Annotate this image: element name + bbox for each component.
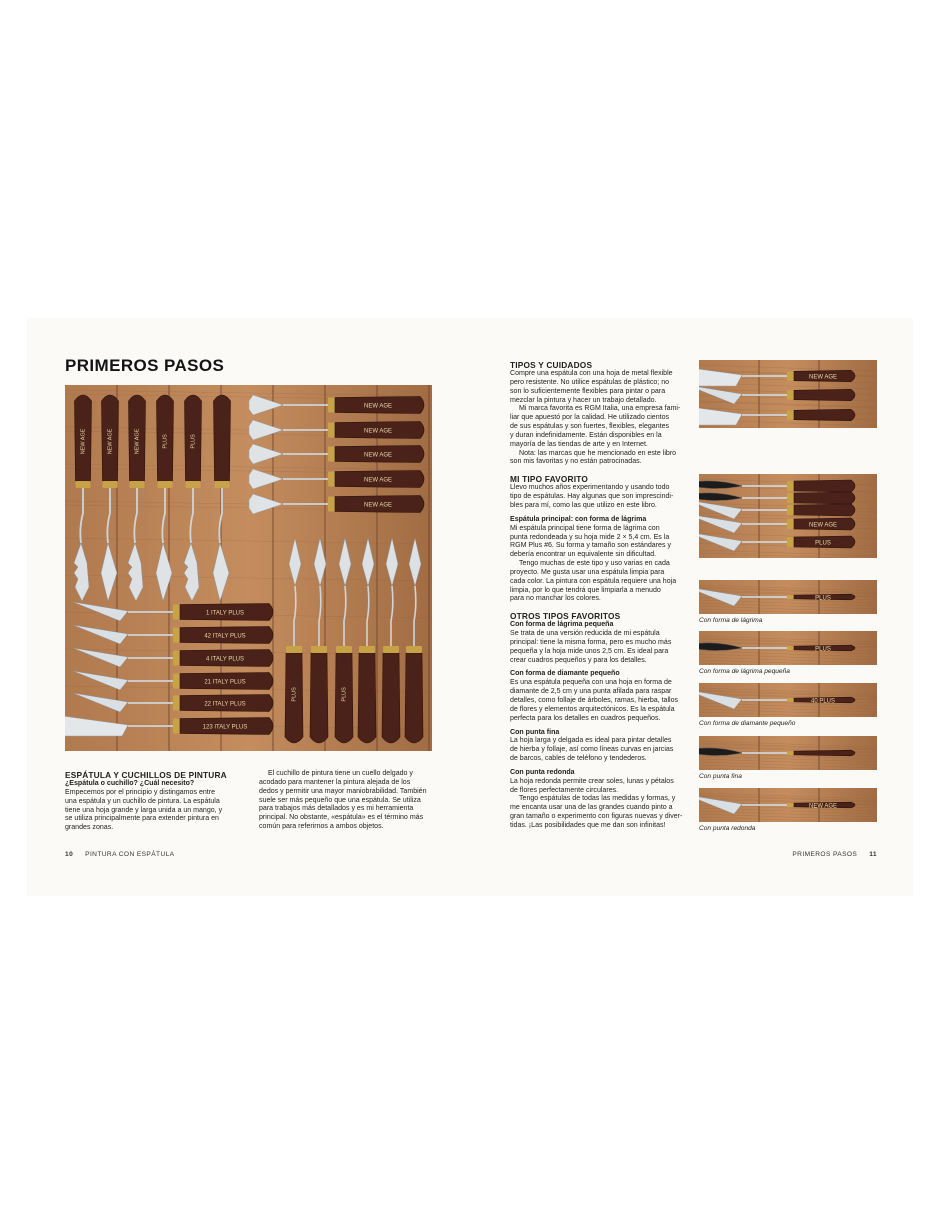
knife-ferrule — [173, 651, 180, 666]
knife-ferrule — [787, 646, 794, 650]
subheading: ¿Espátula o cuchillo? ¿Cuál necesito? — [65, 780, 195, 787]
knife-ferrule — [173, 674, 180, 689]
text-line: para no manchar los colores. — [510, 595, 601, 603]
text-line: Nota: las marcas que he mencionado en este libro — [519, 449, 677, 457]
knife-handle — [358, 653, 376, 743]
photo-caption: Con punta redonda — [699, 825, 756, 832]
text-line: La hoja larga y delgada es ideal para pintar detalles — [510, 737, 672, 745]
knife-ferrule — [76, 481, 91, 488]
knife-ferrule — [158, 481, 173, 488]
knife-ferrule — [787, 481, 794, 491]
page-number: 10 — [65, 851, 74, 858]
text-line: El cuchillo de pintura tiene un cuello delgado y — [268, 770, 413, 777]
text-line: detalles, como follaje de árboles, ramas, hierba, tallos — [510, 697, 679, 704]
text-line: Mi marca favorita es RGM Italia, una empresa fami- — [519, 405, 681, 413]
text-line: Compre una espátula con una hoja de metal flexible — [510, 370, 673, 377]
knife-label: 22 ITALY PLUS — [204, 701, 246, 708]
text-line: de barcos, cables de teléfono y tendederos. — [510, 755, 647, 763]
knife-label: 40 PLUS — [810, 698, 836, 705]
text-line: tidas. ¡Las posibilidades que me dan son infinitas! — [510, 821, 666, 829]
section-heading: ESPÁTULA Y CUCHILLOS DE PINTURA — [65, 770, 227, 780]
knife-label: NEW AGE — [808, 522, 838, 529]
left-footer — [65, 851, 174, 858]
text-line: para trabajos más detallados y es mi herramienta — [259, 805, 414, 813]
knife-label: NEW AGE — [80, 428, 87, 455]
text-line: y duran indefinidamente. Están disponibles en la — [510, 431, 662, 439]
paragraph — [510, 525, 688, 560]
knife-ferrule — [173, 605, 180, 620]
section-heading: TIPOS Y CUIDADOS — [510, 360, 593, 370]
paragraph — [510, 560, 688, 604]
text-line: punta redondeada y su hoja mide 2 × 5,4 cm. Es la — [510, 533, 670, 541]
text-line: Empecemos por el principio y distingamos entre — [65, 788, 216, 796]
photo-caption: Con forma de lágrima — [699, 617, 763, 624]
book-spread — [27, 318, 913, 896]
palette-knives-illustration — [65, 385, 432, 751]
tool-thumbnail-illustration — [699, 788, 877, 822]
paragraph — [510, 370, 688, 405]
knife-ferrule — [787, 698, 794, 702]
knife-handle — [794, 492, 855, 504]
text-line: Llevo muchos años experimentando y usando todo — [510, 484, 670, 492]
knife-label: NEW AGE — [134, 428, 141, 455]
knife-ferrule — [787, 519, 794, 529]
photo-caption: Con forma de lágrima pequeña — [699, 668, 790, 675]
text-line: Mi espátula principal tiene forma de lágrima con — [510, 524, 660, 532]
knife-ferrule — [328, 398, 335, 413]
paragraph — [510, 679, 688, 723]
knife-label: PLUS — [341, 687, 348, 702]
knife-ferrule — [787, 493, 794, 503]
text-line: principal. No obstante, «espátula» es el término más — [259, 814, 424, 822]
knife-label: NEW AGE — [363, 477, 393, 484]
knife-ferrule — [215, 481, 230, 488]
knife-ferrule — [406, 646, 422, 653]
knife-handle — [214, 395, 231, 481]
knife-label: PLUS — [162, 434, 169, 449]
tool-thumbnail-illustration — [699, 360, 877, 428]
text-line: de flores perfectamente circulares. — [510, 786, 619, 794]
knife-ferrule — [173, 719, 180, 734]
text-line: me encanta usar una de las grandes cuando pinto a — [510, 804, 673, 812]
page-number: 11 — [869, 851, 877, 858]
text-line: liar que apuestó por la calidad. He utilizado cientos — [510, 414, 670, 422]
subsection-heading: Con forma de diamante pequeño — [510, 670, 620, 678]
text-line: La hoja redonda permite crear soles, lunas y pétalos — [510, 777, 674, 785]
text-line: una espátula y un cuchillo de pintura. La espátula — [65, 797, 220, 805]
knife-paragraph — [259, 770, 431, 832]
text-line: suele ser más pequeño que una espátula. Se utiliza — [259, 796, 421, 804]
paragraph — [510, 484, 688, 511]
knife-ferrule — [103, 481, 118, 488]
right-footer — [792, 851, 877, 858]
knife-handle — [794, 389, 855, 400]
tool-thumbnail — [699, 788, 877, 822]
knife-handle — [794, 750, 855, 756]
knife-label: NEW AGE — [363, 452, 393, 459]
knife-label: NEW AGE — [107, 428, 114, 455]
subsection-heading: Con forma de lágrima pequeña — [510, 621, 614, 629]
text-line: bles para mí, como las que utilizo en este libro. — [510, 501, 657, 509]
knife-label: PLUS — [815, 540, 831, 547]
text-line: pero resistente. No utilice espátulas de plástico; no — [510, 378, 670, 386]
text-line: proyecto. Me gusta usar una espátula limpia para — [510, 568, 665, 576]
knife-handle — [794, 480, 855, 492]
knife-ferrule — [787, 751, 794, 755]
text-line: limpia, por lo que tendrá que limpiarla a menudo — [510, 586, 661, 594]
text-line: acodado para mantener la pintura alejada de los — [259, 778, 411, 786]
knife-ferrule — [311, 646, 327, 653]
section-heading: MI TIPO FAVORITO — [510, 474, 589, 485]
tool-thumbnail — [699, 631, 877, 665]
paragraph — [510, 450, 688, 468]
text-line: grandes zonas. — [65, 824, 114, 832]
knife-ferrule — [186, 481, 201, 488]
text-line: de sus espátulas y son fuertes, flexibles, elegantes — [510, 423, 670, 431]
knife-ferrule — [787, 371, 794, 380]
knife-label: PLUS — [815, 595, 831, 602]
knife-ferrule — [173, 696, 180, 711]
running-head: PRIMEROS PASOS — [792, 851, 858, 858]
knife-ferrule — [336, 646, 352, 653]
text-line: Tengo muchas de este tipo y uso varias en cada — [519, 560, 670, 568]
text-line: perfecta para los detalles en cuadros pequeños. — [510, 714, 661, 722]
tool-thumbnail-illustration — [699, 474, 877, 558]
knife-ferrule — [787, 410, 794, 419]
text-line: cada color. La pintura con espátula requiere una hoja — [510, 577, 677, 585]
tool-thumbnail-illustration — [699, 683, 877, 717]
subsection-heading: Con punta redonda — [510, 768, 575, 776]
text-line: gran tamaño o experimento con figuras nuevas y diver- — [510, 813, 683, 821]
tool-thumbnail — [699, 580, 877, 614]
knife-ferrule — [328, 497, 335, 512]
text-line: de flores y elementos arquitectónicos. Es la espátula — [510, 705, 675, 713]
subsection-heading: Espátula principal: con forma de lágrima — [510, 515, 647, 523]
palette-knives-photo — [65, 385, 432, 751]
knife-ferrule — [787, 390, 794, 399]
text-line: dedos y permitir una mayor maniobrabilidad. También — [259, 787, 427, 795]
knife-ferrule — [359, 646, 375, 653]
text-line: RGM Plus #6. Su forma y tamaño son estándares y — [510, 542, 671, 550]
knife-ferrule — [130, 481, 145, 488]
paragraph — [510, 795, 688, 830]
tool-thumbnail-illustration — [699, 631, 877, 665]
text-line: Se trata de una versión reducida de mi espátula — [510, 630, 660, 638]
knife-ferrule — [173, 628, 180, 643]
knife-ferrule — [383, 646, 399, 653]
knife-handle — [794, 409, 855, 420]
knife-label: NEW AGE — [808, 374, 838, 381]
knife-ferrule — [286, 646, 302, 653]
knife-ferrule — [328, 472, 335, 487]
text-line: Tengo espátulas de todas las medidas y formas, y — [519, 795, 676, 803]
text-line: tiene una hoja grande y larga unida a un mango, y — [65, 806, 223, 814]
section-heading: OTROS TIPOS FAVORITOS — [510, 611, 621, 622]
knife-label: PLUS — [815, 646, 831, 653]
text-line: mezclar la pintura y hacer un trabajo detallado. — [510, 396, 657, 404]
knife-handle — [310, 653, 328, 743]
photo-caption: Con punta fina — [699, 773, 742, 780]
paragraph — [510, 737, 688, 764]
text-line: son mis favoritas y no están patrocinadas. — [510, 458, 642, 466]
paragraph — [510, 405, 688, 449]
tool-thumbnail — [699, 683, 877, 717]
text-line: tipo de espátulas. Hay algunas que son imprescindi- — [510, 493, 674, 501]
knife-label: 1 ITALY PLUS — [205, 610, 245, 617]
knife-handle — [382, 653, 400, 743]
text-line: diamante de 2,5 cm y una punta afilada para raspar — [510, 688, 672, 696]
right-text-column — [510, 360, 688, 831]
subsection-heading: Con punta fina — [510, 728, 560, 736]
knife-label: PLUS — [291, 687, 298, 702]
knife-ferrule — [787, 595, 794, 599]
photo-caption: Con forma de diamante pequeño — [699, 720, 796, 727]
knife-handle — [794, 504, 855, 516]
knife-ferrule — [787, 803, 794, 807]
knife-ferrule — [787, 505, 794, 515]
knife-ferrule — [328, 423, 335, 438]
tool-thumbnail — [699, 474, 877, 558]
knife-label: 21 ITALY PLUS — [204, 679, 246, 686]
intro-paragraph — [65, 789, 237, 833]
text-line: se utiliza principalmente para extender pintura en — [65, 815, 219, 823]
text-line: debería encontrar un equivalente sin dificultad. — [510, 551, 657, 559]
tool-thumbnail — [699, 736, 877, 770]
page-title: PRIMEROS PASOS — [65, 356, 225, 375]
knife-label: NEW AGE — [363, 428, 393, 435]
text-line: mayoría de las tiendas de arte y en Internet. — [510, 440, 648, 448]
text-line: Es una espátula pequeña con una hoja en forma de — [510, 679, 672, 687]
text-line: son lo suficientemente flexibles para pintar o para — [510, 387, 666, 395]
left-column-2 — [259, 770, 431, 832]
knife-label: NEW AGE — [808, 803, 838, 810]
left-column-1 — [65, 770, 237, 833]
knife-label: 123 ITALY PLUS — [202, 724, 248, 731]
text-line: principal: tiene la misma forma, pero es mucho más — [510, 638, 672, 646]
text-line: pequeña y la hoja mide unos 2,5 cm. Es ideal para — [510, 647, 669, 655]
running-head: PINTURA CON ESPÁTULA — [85, 851, 175, 858]
tool-thumbnail — [699, 360, 877, 428]
thumbnail-column — [699, 360, 877, 840]
knife-label: 4 ITALY PLUS — [205, 656, 245, 663]
tool-thumbnail-illustration — [699, 580, 877, 614]
text-line: crear cuadros pequeños y para los detalles. — [510, 656, 647, 664]
paragraph — [510, 630, 688, 665]
text-line: común para referirnos a ambos objetos. — [259, 823, 384, 831]
paragraph — [510, 778, 688, 796]
tool-thumbnail-illustration — [699, 736, 877, 770]
knife-label: 42 ITALY PLUS — [204, 633, 246, 640]
knife-ferrule — [328, 447, 335, 462]
knife-label: NEW AGE — [363, 403, 393, 410]
knife-handle — [405, 653, 423, 743]
text-line: de hierba y follaje, así como líneas curvas en jarcias — [510, 746, 674, 754]
knife-label: PLUS — [190, 434, 197, 449]
knife-label: NEW AGE — [363, 502, 393, 509]
knife-ferrule — [787, 537, 794, 547]
